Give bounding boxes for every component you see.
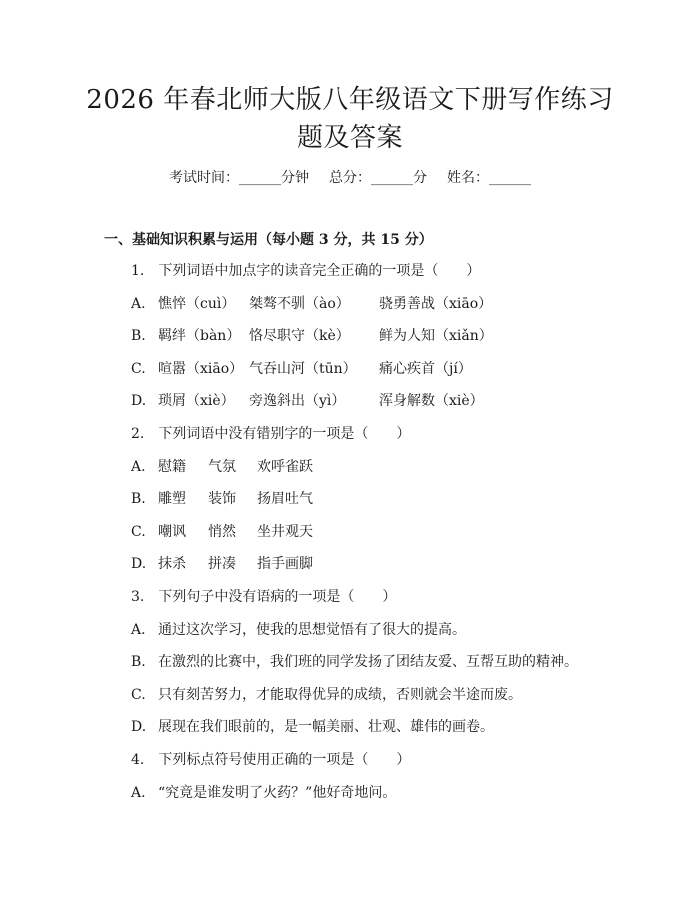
option-text: 气吞山河（tūn）: [249, 360, 357, 377]
section-heading: 一、基础知识积累与运用（每小题 3 分，共 15 分）: [104, 232, 433, 248]
option-text: 嘲讽: [158, 523, 186, 540]
option-letter: A.: [131, 621, 146, 638]
option-text: 浑身解数（xiè）: [379, 393, 484, 410]
option-text: 装饰: [208, 491, 236, 508]
option-c: [131, 522, 313, 542]
option-text: 琐屑（xiè）: [158, 393, 235, 410]
option-a: [131, 783, 396, 803]
option-text: 慰籍: [158, 458, 186, 475]
option-d: [131, 391, 484, 411]
option-a: [131, 294, 493, 314]
exam-total-score: 总分：______分: [329, 170, 427, 186]
option-text: 欢呼雀跃: [257, 458, 313, 475]
option-text: 恪尽职守（kè）: [249, 328, 350, 345]
option-b: [131, 489, 313, 509]
option-letter: D.: [131, 556, 147, 573]
option-text: “究竟是谁发明了火药？”他好奇地问。: [158, 784, 397, 801]
option-text: 桀骜不驯（ào）: [249, 295, 350, 312]
option-text: 憔悴（cuì）: [158, 295, 236, 312]
option-text: 气氛: [208, 458, 236, 475]
option-text: 鲜为人知（xiǎn）: [379, 328, 493, 345]
option-text: 拼凑: [208, 556, 236, 573]
exam-time: 考试时间：______分钟: [169, 170, 309, 186]
question-stem: 1. 下列词语中加点字的读音完全正确的一项是（ ）: [131, 263, 481, 279]
document-title-line-2: 题及答案: [296, 123, 403, 153]
option-a: [131, 457, 313, 477]
option-letter: C.: [131, 523, 146, 540]
question-stem: 2. 下列词语中没有错别字的一项是（ ）: [131, 426, 411, 442]
option-letter: D.: [131, 719, 147, 736]
option-d: [131, 717, 494, 737]
exam-info: [0, 168, 700, 188]
option-text: 展现在我们眼前的，是一幅美丽、壮观、雄伟的画卷。: [158, 719, 494, 736]
option-text: 骁勇善战（xiāo）: [379, 295, 493, 312]
option-text: 旁逸斜出（yì）: [249, 393, 346, 410]
option-a: [131, 620, 466, 640]
option-c: [131, 359, 472, 379]
option-text: 喧嚣（xiāo）: [158, 360, 244, 377]
option-text: 坐井观天: [257, 523, 313, 540]
document-title-line-1: 2026 年春北师大版八年级语文下册写作练习: [86, 85, 614, 115]
option-letter: B.: [131, 654, 146, 671]
option-c: [131, 685, 522, 705]
option-text: 雕塑: [158, 491, 186, 508]
question-stem: 3. 下列句子中没有语病的一项是（ ）: [131, 589, 397, 605]
option-letter: B.: [131, 491, 146, 508]
option-b: [131, 652, 578, 672]
option-letter: D.: [131, 393, 147, 410]
option-letter: A.: [131, 784, 146, 801]
option-text: 羁绊（bàn）: [158, 328, 241, 345]
option-text: 在激烈的比赛中，我们班的同学发扬了团结友爱、互帮互助的精神。: [158, 654, 578, 671]
question-stem: 4. 下列标点符号使用正确的一项是（ ）: [131, 752, 411, 768]
option-letter: B.: [131, 328, 146, 345]
option-text: 扬眉吐气: [257, 491, 313, 508]
option-text: 指手画脚: [257, 556, 313, 573]
option-text: 悄然: [208, 523, 236, 540]
option-b: [131, 326, 493, 346]
option-text: 只有刻苦努力，才能取得优异的成绩，否则就会半途而废。: [158, 686, 522, 703]
option-text: 痛心疾首（jí）: [379, 360, 472, 377]
option-letter: C.: [131, 686, 146, 703]
exam-name: 姓名：______: [447, 170, 531, 186]
option-letter: A.: [131, 295, 146, 312]
option-letter: A.: [131, 458, 146, 475]
option-d: [131, 554, 313, 574]
option-letter: C.: [131, 360, 146, 377]
option-text: 通过这次学习，使我的思想觉悟有了很大的提高。: [158, 621, 466, 638]
option-text: 抹杀: [158, 556, 186, 573]
